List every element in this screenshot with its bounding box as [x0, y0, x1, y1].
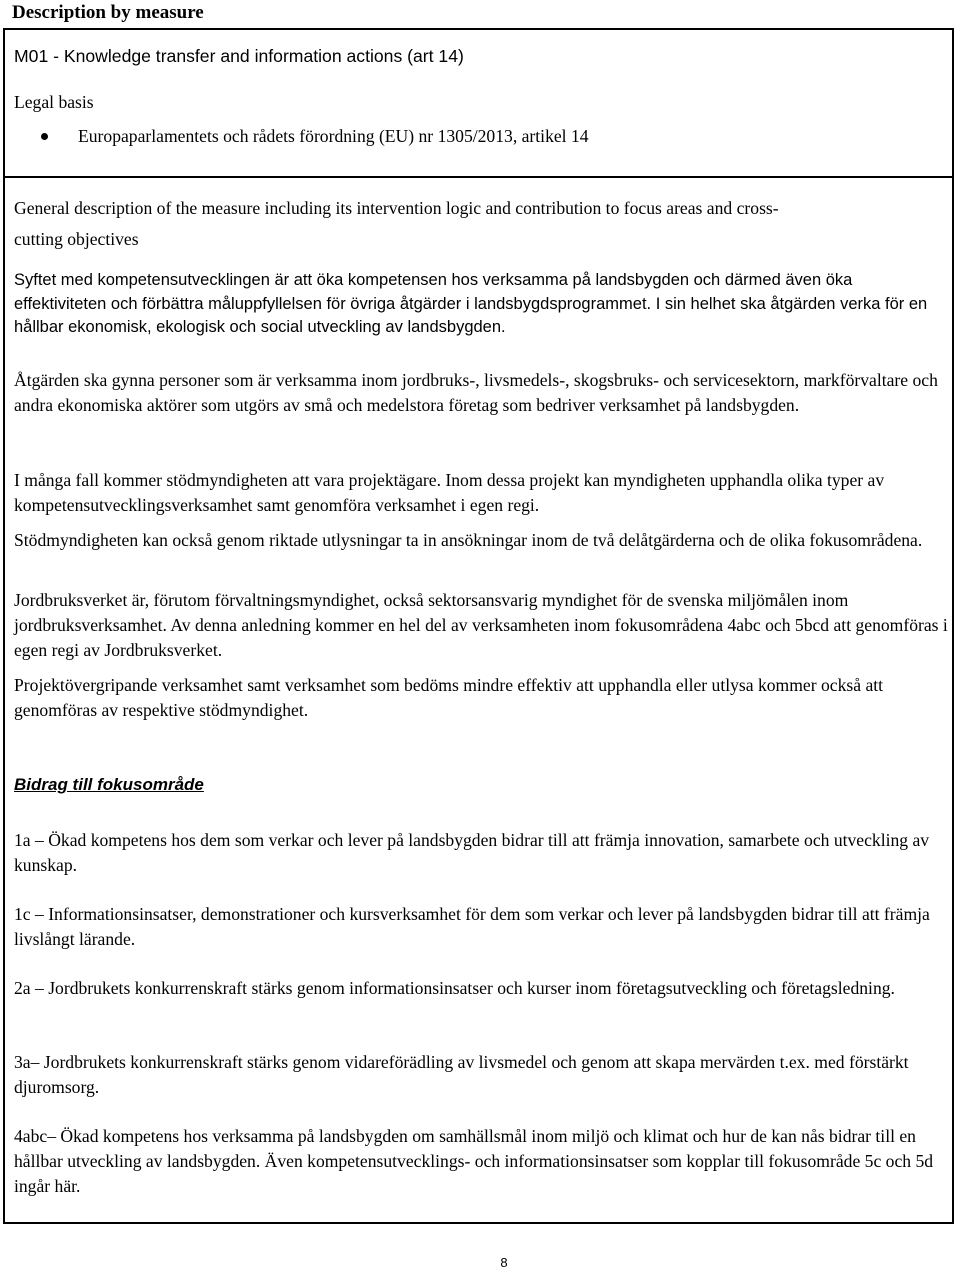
legal-basis-item-text: Europaparlamentets och rådets förordning (EU) nr 1305/2013, artikel 14 — [78, 126, 589, 146]
description-paragraph-6: Projektövergripande verksamhet samt verksamhet som bedöms mindre effektiv att upphandla eller utlysa kommer också att genomföras av respektive stödmyndighet. — [14, 675, 884, 720]
description-paragraph-4: Stödmyndigheten kan också genom riktade utlysningar ta in ansökningar inom de två delåtgärderna och de olika fokusområdena. — [14, 530, 923, 550]
bullet-icon — [41, 133, 48, 140]
general-description-heading-line2: cutting objectives — [14, 229, 139, 249]
bidrag-heading: Bidrag till fokusområde — [14, 775, 204, 794]
measure-title: M01 - Knowledge transfer and information actions (art 14) — [14, 46, 464, 66]
bidrag-item-2a: 2a – Jordbrukets konkurrenskraft stärks genom informationsinsatser och kurser inom företagsutveckling och företagsledning. — [14, 978, 895, 998]
description-paragraph-3: I många fall kommer stödmyndigheten att vara projektägare. Inom dessa projekt kan myndigheten upphandla olika typer av kompetensutvecklingsverksamhet samt genomföra verksamhet i egen regi. — [14, 470, 885, 515]
bidrag-item-1c: 1c – Informationsinsatser, demonstrationer och kursverksamhet för dem som verkar och lever på landsbygden bidrar till att främja livslångt lärande. — [14, 904, 930, 949]
description-paragraph-5: Jordbruksverket är, förutom förvaltningsmyndighet, också sektorsansvarig myndighet för de svenska miljömålen inom jordbruksverksamhet. Av denna anledning kommer en hel del av verksamheten inom fokusområdena 4abc och 5bcd att genomföras i egen regi av Jordbruksverket. — [14, 590, 948, 660]
description-paragraph-1: Syftet med kompetensutvecklingen är att öka kompetensen hos verksamma på landsbygden och därmed även öka effektiviteten och förbättra måluppfyllelsen för övriga åtgärder i landsbygdsprogrammet. I sin helhet ska åtgärden verka för en hållbar ekonomisk, ekologisk och social utveckling av landsbygden. — [14, 271, 928, 336]
description-paragraph-2: Åtgärden ska gynna personer som är verksamma inom jordbruks-, livsmedels-, skogsbruks- och servicesektorn, markförvaltare och andra ekonomiska aktörer som utgörs av små och medelstora företag som bedriver verksamhet på landsbygden. — [14, 370, 938, 415]
bidrag-item-3a: 3a– Jordbrukets konkurrenskraft stärks genom vidareförädling av livsmedel och genom att skapa mervärden t.ex. med förstärkt djuromsorg. — [14, 1052, 909, 1097]
general-description-heading-line1: General description of the measure including its intervention logic and contribution to focus areas and cross- — [14, 198, 779, 218]
bidrag-item-1a: 1a – Ökad kompetens hos dem som verkar och lever på landsbygden bidrar till att främja innovation, samarbete och utveckling av kunskap. — [14, 830, 930, 875]
section-title: Description by measure — [12, 2, 204, 23]
page-number: 8 — [500, 1255, 508, 1270]
description-box — [3, 176, 954, 1224]
legal-basis-item — [41, 124, 589, 148]
bidrag-item-4abc: 4abc– Ökad kompetens hos verksamma på landsbygden om samhällsmål inom miljö och klimat och hur de kan nås bidrar till en hållbar utveckling av landsbygden. Även kompetensutvecklings- och informationsinsatser som kopplar till fokusområde 5c och 5d ingår här. — [14, 1126, 934, 1196]
measure-header-box — [3, 28, 954, 178]
legal-basis-label: Legal basis — [14, 92, 94, 112]
